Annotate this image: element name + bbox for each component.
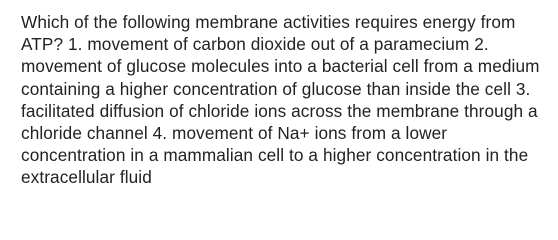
question-text: Which of the following membrane activities requires energy from ATP? 1. movement of carbon dioxide out of a paramecium 2. movement of glucose molecules into a bacterial cell from a medium containing a higher concentration of glucose than inside the cell 3. facilitated diffusion of chloride ions across the membrane through a chloride channel 4. movement of Na+ ions from a lower concentration in a mammalian cell to a higher concentration in the extracellular fluid <box>21 12 540 188</box>
